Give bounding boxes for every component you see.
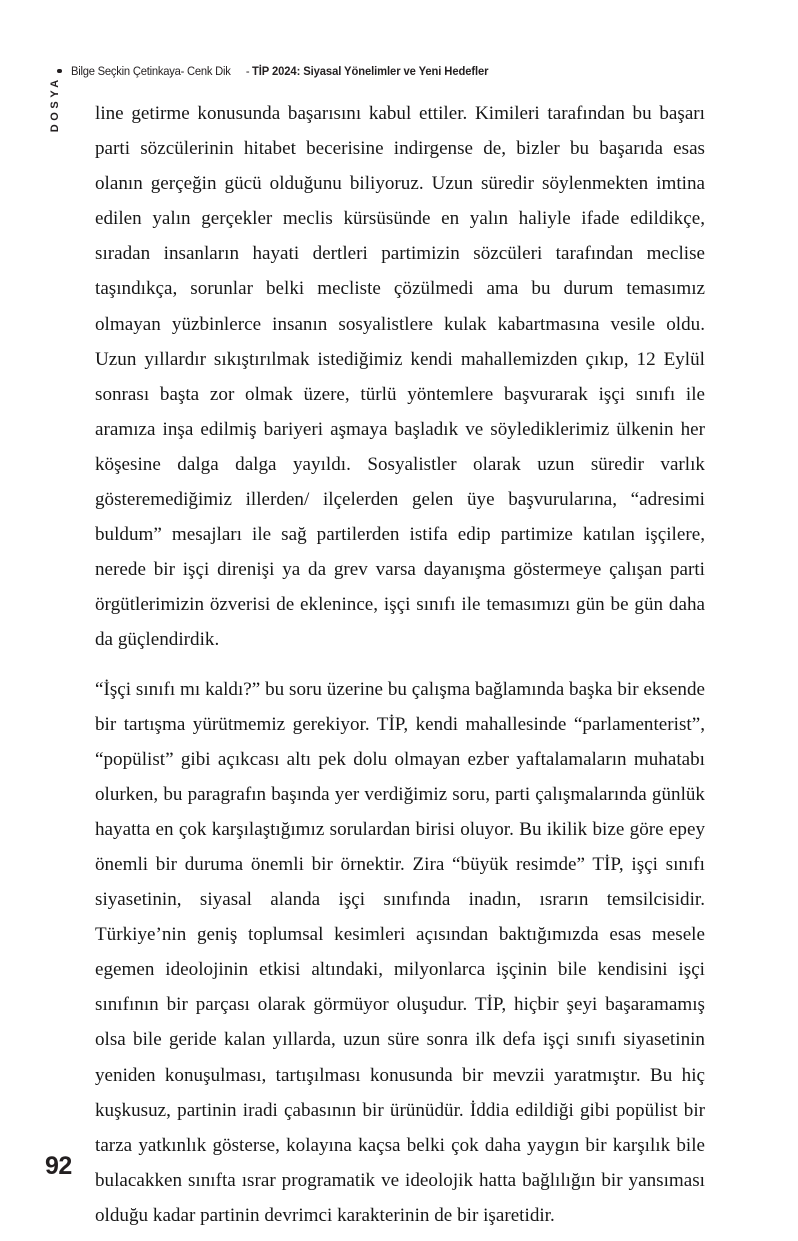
section-tab-dosya: DOSYA: [49, 76, 61, 133]
header-authors: Bilge Seçkin Çetinkaya- Cenk Dik: [70, 64, 231, 78]
header-article-title: TİP 2024: Siyasal Yönelimler ve Yeni Hedefler: [251, 64, 489, 78]
body-paragraph: “İşçi sınıfı mı kaldı?” bu soru üzerine bu çalışma bağlamında başka bir eksende bir tartışma yürütmemiz gerekiyor. TİP, kendi mahallesinde “parlamenterist”, “popülist” gibi açıkcası altı pek dolu olmayan ezber yaftalamaların muhatabı olurken, bu paragrafın başında yer verdiğimiz soru, parti çalışmalarında günlük hayatta en çok karşılaştığımız sorulardan birisi oluyor. Bu ikilik bize göre epey önemli bir duruma önemli bir örnektir. Zira “büyük resimde” TİP, işçi sınıfı siyasetinin, siyasal alanda işçi sınıfında inadın, ısrarın temsilcisidir. Türkiye’nin geniş toplumsal kesimleri açısından baktığımızda esas mesele egemen ideolojinin etkisi altındaki, milyonlarca işçinin bile kendisini işçi sınıfının bir parçası olarak görmüyor oluşudur. TİP, hiçbir şeyi başaramamış olsa bile geride kalan yıllarda, uzun süre sonra ilk defa işçi sınıfı siyasetinin yeniden konuşulması, tartışılması konusunda bir mevzii yaratmıştır. Bu hiç kuşkusuz, partinin iradi çabasının bir ürünüdür. İddia edildiği gibi popülist bir tarza yatkınlık gösterse, kolayına kaçsa belki çok daha yaygın bir karşılık bile bulacakken sınıfta ısrar programatik ve ideolojik hatta bağlılığın bir yansıması olduğu kadar partinin devrimci karakterinin de bir işaretidir.: [95, 678, 705, 1226]
page-number: 92: [45, 1152, 72, 1180]
running-header: [57, 60, 747, 82]
body-paragraph: line getirme konusunda başarısını kabul ettiler. Kimileri tarafından bu başarı parti sözcülerinin hitabet becerisine indirgense de, bizler bu başarıda esas olanın gerçeğin gücü olduğunu biliyoruz. Uzun süredir söylenmekten imtina edilen yalın gerçekler meclis kürsüsünde en yalın haliyle ifade edildikçe, sıradan insanların hayati dertleri partimizin sözcüleri tarafından meclise taşındıkça, sorunlar belki mecliste çözülmedi ama bu durum temasımız olmayan yüzbinlerce insanın sosyalistlere kulak kabartmasına vesile oldu. Uzun yıllardır sıkıştırılmak istediğimiz kendi mahallemizden çıkıp, 12 Eylül sonrası başta zor olmak üzere, türlü yöntemlere başvurarak işçi sınıfı ile aramıza inşa edilmiş bariyeri aşmaya başladık ve söylediklerimiz ülkenin her köşesine dalga dalga yayıldı. Sosyalistler olarak uzun süredir varlık gösteremediğimiz illerden/ ilçelerden gelen üye başvurularına, “adresimi buldum” mesajları ile sağ partilerden istifa edip partimize katılan işçilere, nerede bir işçi direnişi ya da grev varsa dayanışma göstermeye çalışan parti örgütlerimizin özverisi de eklenince, işçi sınıfı ile temasımızı gün be gün daha da güçlendirdik.: [95, 103, 705, 651]
header-separator: -: [245, 64, 250, 78]
body-text-column: [95, 96, 705, 1233]
